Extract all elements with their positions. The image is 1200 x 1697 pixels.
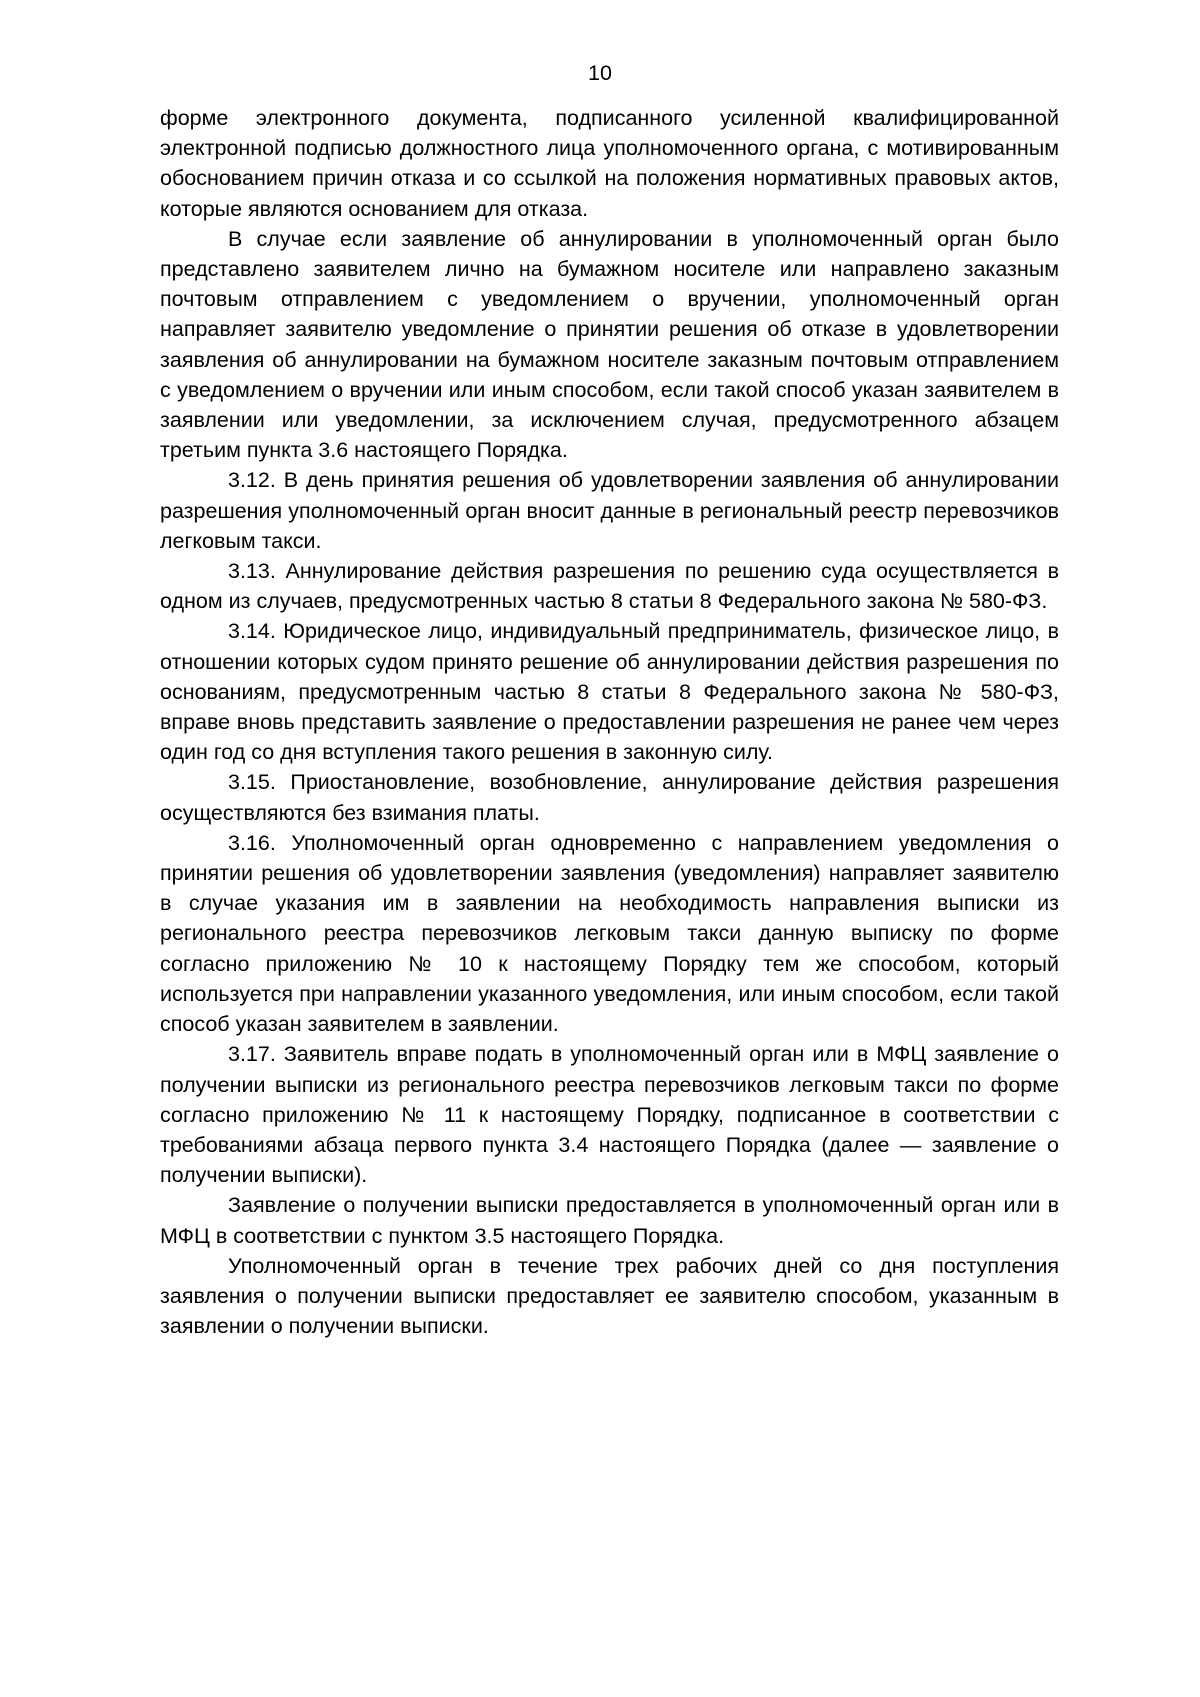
clause-3-12: 3.12. В день принятия решения об удовлетворении заявления об аннулировании разрешения уполномоченный орган вносит данные в региональный реестр перевозчиков легковым такси. [160,468,1059,553]
document-body [160,103,1059,1341]
paragraph-extract-provision: Уполномоченный орган в течение трех рабочих дней со дня поступления заявления о получении выписки предоставляет ее заявителю способом, указанным в заявлении о получении выписки. [160,1253,1059,1339]
page-number: 10 [588,61,612,85]
paragraph-cancellation-paper-notice: В случае если заявление об аннулировании в уполномоченный орган было представлено заявителем лично на бумажном носителе или направлено заказным почтовым отправлением с уведомлением о вручении, уполномоченный орган направляет заявителю уведомление о принятии решения об отказе в удовлетворении заявления об аннулировании на бумажном носителе заказным почтовым отправлением с уведомлением о вручении или иным способом, если такой способ указан заявителем в заявлении или уведомлении, за исключением случая, предусмотренного абзацем третьим пункта 3.6 настоящего Порядка. [160,226,1059,463]
clause-3-14: 3.14. Юридическое лицо, индивидуальный предприниматель, физическое лицо, в отношении которых судом принято решение об аннулировании действия разрешения по основаниям, предусмотренным частью 8 статьи 8 Федерального закона № 580-ФЗ, вправе вновь представить заявление о предоставлении разрешения не ранее чем через один год со дня вступления такого решения в законную силу. [160,619,1059,765]
clause-3-15: 3.15. Приостановление, возобновление, аннулирование действия разрешения осуществляются без взимания платы. [160,770,1059,825]
clause-3-17: 3.17. Заявитель вправе подать в уполномоченный орган или в МФЦ заявление о получении выписки из регионального реестра перевозчиков легковым такси по форме согласно приложению № 11 к настоящему Порядку, подписанное в соответствии с требованиями абзаца первого пункта 3.4 настоящего Порядка (далее — заявление о получении выписки). [160,1042,1059,1188]
clause-3-13: 3.13. Аннулирование действия разрешения по решению суда осуществляется в одном из случаев, предусмотренных частью 8 статьи 8 Федерального закона № 580-ФЗ. [160,559,1059,614]
clause-3-16: 3.16. Уполномоченный орган одновременно с направлением уведомления о принятии решения об удовлетворении заявления (уведомления) направляет заявителю в случае указания им в заявлении на необходимость направления выписки из регионального реестра перевозчиков легковым такси данную выписку по форме согласно приложению № 10 к настоящему Порядку тем же способом, который используется при направлении указанного уведомления, или иным способом, если такой способ указан заявителем в заявлении. [160,830,1059,1037]
paragraph-extract-submission: Заявление о получении выписки предоставляется в уполномоченный орган или в МФЦ в соответствии с пунктом 3.5 настоящего Порядка. [160,1193,1059,1248]
paragraph-continuation: форме электронного документа, подписанного усиленной квалифицированной электронной подписью должностного лица уполномоченного органа, с мотивированным обоснованием причин отказа и со ссылкой на положения нормативных правовых актов, которые являются основанием для отказа. [160,106,1059,221]
